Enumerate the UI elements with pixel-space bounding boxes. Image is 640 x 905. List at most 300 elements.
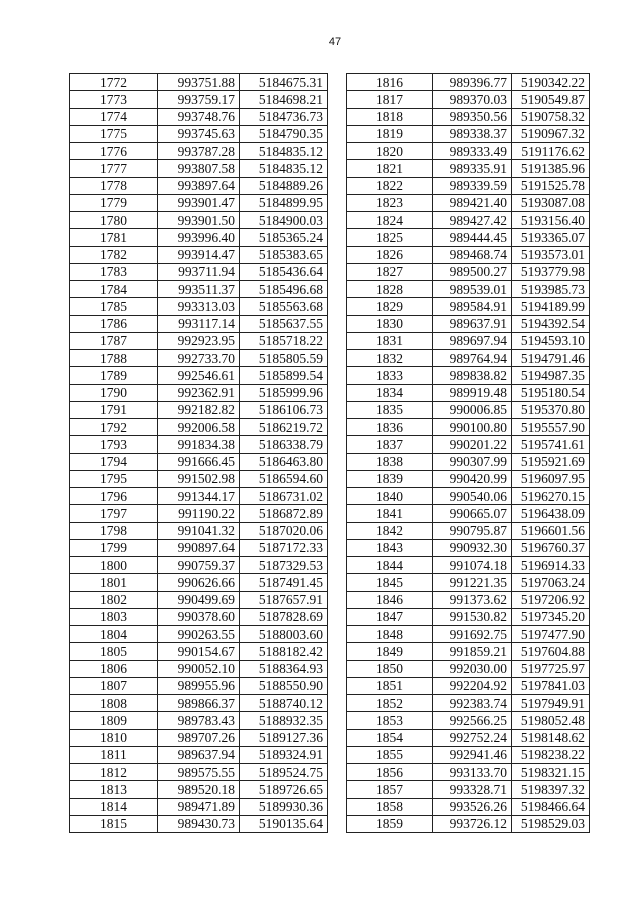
y-coordinate-cell: 5188550.90 bbox=[240, 677, 328, 694]
x-coordinate-cell: 993914.47 bbox=[158, 246, 240, 263]
y-coordinate-cell: 5188182.42 bbox=[240, 643, 328, 660]
point-id-cell: 1839 bbox=[347, 470, 433, 487]
x-coordinate-cell: 991859.21 bbox=[433, 643, 512, 660]
table-row bbox=[70, 160, 328, 177]
table-row bbox=[70, 246, 328, 263]
point-id-cell: 1848 bbox=[347, 626, 433, 643]
table-row bbox=[70, 125, 328, 142]
table-row bbox=[347, 315, 590, 332]
table-row bbox=[347, 470, 590, 487]
table-row bbox=[347, 74, 590, 91]
point-id-cell: 1786 bbox=[70, 315, 158, 332]
point-id-cell: 1788 bbox=[70, 350, 158, 367]
x-coordinate-cell: 991190.22 bbox=[158, 505, 240, 522]
table-row bbox=[347, 591, 590, 608]
x-coordinate-cell: 989707.26 bbox=[158, 729, 240, 746]
point-id-cell: 1845 bbox=[347, 574, 433, 591]
x-coordinate-cell: 993526.26 bbox=[433, 798, 512, 815]
x-coordinate-cell: 993759.17 bbox=[158, 91, 240, 108]
table-row bbox=[347, 91, 590, 108]
table-row bbox=[347, 125, 590, 142]
x-coordinate-cell: 990378.60 bbox=[158, 608, 240, 625]
table-row bbox=[70, 263, 328, 280]
y-coordinate-cell: 5196438.09 bbox=[512, 505, 590, 522]
x-coordinate-cell: 990499.69 bbox=[158, 591, 240, 608]
y-coordinate-cell: 5197949.91 bbox=[512, 695, 590, 712]
point-id-cell: 1853 bbox=[347, 712, 433, 729]
x-coordinate-cell: 991666.45 bbox=[158, 453, 240, 470]
x-coordinate-cell: 993901.47 bbox=[158, 194, 240, 211]
y-coordinate-cell: 5185637.55 bbox=[240, 315, 328, 332]
y-coordinate-cell: 5187172.33 bbox=[240, 539, 328, 556]
point-id-cell: 1794 bbox=[70, 453, 158, 470]
table-row bbox=[70, 677, 328, 694]
y-coordinate-cell: 5194791.46 bbox=[512, 350, 590, 367]
point-id-cell: 1852 bbox=[347, 695, 433, 712]
y-coordinate-cell: 5190135.64 bbox=[240, 815, 328, 832]
table-row bbox=[70, 74, 328, 91]
y-coordinate-cell: 5198238.22 bbox=[512, 746, 590, 763]
table-row bbox=[70, 108, 328, 125]
point-id-cell: 1823 bbox=[347, 194, 433, 211]
x-coordinate-cell: 990420.99 bbox=[433, 470, 512, 487]
x-coordinate-cell: 989637.91 bbox=[433, 315, 512, 332]
point-id-cell: 1850 bbox=[347, 660, 433, 677]
y-coordinate-cell: 5185999.96 bbox=[240, 384, 328, 401]
point-id-cell: 1858 bbox=[347, 798, 433, 815]
table-row bbox=[347, 281, 590, 298]
table-row bbox=[70, 522, 328, 539]
y-coordinate-cell: 5184675.31 bbox=[240, 74, 328, 91]
y-coordinate-cell: 5188003.60 bbox=[240, 626, 328, 643]
table-row bbox=[70, 505, 328, 522]
y-coordinate-cell: 5184736.73 bbox=[240, 108, 328, 125]
x-coordinate-cell: 989338.37 bbox=[433, 125, 512, 142]
y-coordinate-cell: 5197477.90 bbox=[512, 626, 590, 643]
y-coordinate-cell: 5186594.60 bbox=[240, 470, 328, 487]
table-row bbox=[70, 298, 328, 315]
y-coordinate-cell: 5195370.80 bbox=[512, 401, 590, 418]
point-id-cell: 1822 bbox=[347, 177, 433, 194]
table-row bbox=[70, 798, 328, 815]
y-coordinate-cell: 5186463.80 bbox=[240, 453, 328, 470]
coordinates-table-right bbox=[346, 73, 590, 833]
y-coordinate-cell: 5187020.06 bbox=[240, 522, 328, 539]
y-coordinate-cell: 5198052.48 bbox=[512, 712, 590, 729]
point-id-cell: 1857 bbox=[347, 781, 433, 798]
y-coordinate-cell: 5186731.02 bbox=[240, 488, 328, 505]
point-id-cell: 1836 bbox=[347, 419, 433, 436]
x-coordinate-cell: 990100.80 bbox=[433, 419, 512, 436]
x-coordinate-cell: 993711.94 bbox=[158, 263, 240, 280]
y-coordinate-cell: 5184835.12 bbox=[240, 160, 328, 177]
x-coordinate-cell: 992733.70 bbox=[158, 350, 240, 367]
x-coordinate-cell: 989637.94 bbox=[158, 746, 240, 763]
y-coordinate-cell: 5184900.03 bbox=[240, 212, 328, 229]
table-body-right bbox=[347, 74, 590, 833]
table-row bbox=[70, 488, 328, 505]
table-row bbox=[347, 798, 590, 815]
x-coordinate-cell: 989866.37 bbox=[158, 695, 240, 712]
y-coordinate-cell: 5184835.12 bbox=[240, 143, 328, 160]
point-id-cell: 1807 bbox=[70, 677, 158, 694]
point-id-cell: 1849 bbox=[347, 643, 433, 660]
y-coordinate-cell: 5196601.56 bbox=[512, 522, 590, 539]
x-coordinate-cell: 990897.64 bbox=[158, 539, 240, 556]
x-coordinate-cell: 989468.74 bbox=[433, 246, 512, 263]
table-row bbox=[347, 453, 590, 470]
point-id-cell: 1834 bbox=[347, 384, 433, 401]
y-coordinate-cell: 5198321.15 bbox=[512, 764, 590, 781]
y-coordinate-cell: 5191385.96 bbox=[512, 160, 590, 177]
table-row bbox=[70, 350, 328, 367]
table-row bbox=[347, 160, 590, 177]
y-coordinate-cell: 5185563.68 bbox=[240, 298, 328, 315]
x-coordinate-cell: 992923.95 bbox=[158, 332, 240, 349]
x-coordinate-cell: 991344.17 bbox=[158, 488, 240, 505]
table-row bbox=[70, 332, 328, 349]
point-id-cell: 1802 bbox=[70, 591, 158, 608]
point-id-cell: 1830 bbox=[347, 315, 433, 332]
x-coordinate-cell: 991221.35 bbox=[433, 574, 512, 591]
y-coordinate-cell: 5196914.33 bbox=[512, 557, 590, 574]
y-coordinate-cell: 5186106.73 bbox=[240, 401, 328, 418]
point-id-cell: 1810 bbox=[70, 729, 158, 746]
y-coordinate-cell: 5184790.35 bbox=[240, 125, 328, 142]
y-coordinate-cell: 5191176.62 bbox=[512, 143, 590, 160]
x-coordinate-cell: 992362.91 bbox=[158, 384, 240, 401]
x-coordinate-cell: 993901.50 bbox=[158, 212, 240, 229]
table-row bbox=[347, 764, 590, 781]
x-coordinate-cell: 989396.77 bbox=[433, 74, 512, 91]
point-id-cell: 1775 bbox=[70, 125, 158, 142]
y-coordinate-cell: 5197604.88 bbox=[512, 643, 590, 660]
x-coordinate-cell: 993897.64 bbox=[158, 177, 240, 194]
x-coordinate-cell: 989575.55 bbox=[158, 764, 240, 781]
table-row bbox=[70, 143, 328, 160]
x-coordinate-cell: 990626.66 bbox=[158, 574, 240, 591]
point-id-cell: 1772 bbox=[70, 74, 158, 91]
point-id-cell: 1791 bbox=[70, 401, 158, 418]
x-coordinate-cell: 989427.42 bbox=[433, 212, 512, 229]
table-row bbox=[347, 660, 590, 677]
x-coordinate-cell: 990263.55 bbox=[158, 626, 240, 643]
point-id-cell: 1837 bbox=[347, 436, 433, 453]
table-row bbox=[70, 453, 328, 470]
table-row bbox=[347, 384, 590, 401]
x-coordinate-cell: 989333.49 bbox=[433, 143, 512, 160]
table-row bbox=[347, 712, 590, 729]
table-row bbox=[70, 91, 328, 108]
point-id-cell: 1838 bbox=[347, 453, 433, 470]
y-coordinate-cell: 5190549.87 bbox=[512, 91, 590, 108]
point-id-cell: 1805 bbox=[70, 643, 158, 660]
y-coordinate-cell: 5186219.72 bbox=[240, 419, 328, 436]
y-coordinate-cell: 5185436.64 bbox=[240, 263, 328, 280]
point-id-cell: 1817 bbox=[347, 91, 433, 108]
table-row bbox=[70, 660, 328, 677]
y-coordinate-cell: 5184889.26 bbox=[240, 177, 328, 194]
point-id-cell: 1778 bbox=[70, 177, 158, 194]
x-coordinate-cell: 992204.92 bbox=[433, 677, 512, 694]
x-coordinate-cell: 992006.58 bbox=[158, 419, 240, 436]
point-id-cell: 1835 bbox=[347, 401, 433, 418]
y-coordinate-cell: 5188932.35 bbox=[240, 712, 328, 729]
point-id-cell: 1843 bbox=[347, 539, 433, 556]
y-coordinate-cell: 5198466.64 bbox=[512, 798, 590, 815]
x-coordinate-cell: 991373.62 bbox=[433, 591, 512, 608]
table-row bbox=[347, 608, 590, 625]
y-coordinate-cell: 5189524.75 bbox=[240, 764, 328, 781]
point-id-cell: 1809 bbox=[70, 712, 158, 729]
point-id-cell: 1833 bbox=[347, 367, 433, 384]
x-coordinate-cell: 989421.40 bbox=[433, 194, 512, 211]
y-coordinate-cell: 5198148.62 bbox=[512, 729, 590, 746]
point-id-cell: 1855 bbox=[347, 746, 433, 763]
point-id-cell: 1841 bbox=[347, 505, 433, 522]
y-coordinate-cell: 5184698.21 bbox=[240, 91, 328, 108]
point-id-cell: 1776 bbox=[70, 143, 158, 160]
table-row bbox=[70, 436, 328, 453]
point-id-cell: 1799 bbox=[70, 539, 158, 556]
x-coordinate-cell: 993133.70 bbox=[433, 764, 512, 781]
table-row bbox=[347, 298, 590, 315]
x-coordinate-cell: 993996.40 bbox=[158, 229, 240, 246]
point-id-cell: 1800 bbox=[70, 557, 158, 574]
y-coordinate-cell: 5194593.10 bbox=[512, 332, 590, 349]
table-row bbox=[347, 695, 590, 712]
table-row bbox=[347, 436, 590, 453]
x-coordinate-cell: 991074.18 bbox=[433, 557, 512, 574]
table-row bbox=[347, 746, 590, 763]
point-id-cell: 1827 bbox=[347, 263, 433, 280]
table-row bbox=[347, 367, 590, 384]
y-coordinate-cell: 5196760.37 bbox=[512, 539, 590, 556]
y-coordinate-cell: 5195921.69 bbox=[512, 453, 590, 470]
x-coordinate-cell: 993751.88 bbox=[158, 74, 240, 91]
x-coordinate-cell: 990795.87 bbox=[433, 522, 512, 539]
x-coordinate-cell: 991041.32 bbox=[158, 522, 240, 539]
table-row bbox=[347, 212, 590, 229]
table-row bbox=[70, 315, 328, 332]
y-coordinate-cell: 5185365.24 bbox=[240, 229, 328, 246]
x-coordinate-cell: 990052.10 bbox=[158, 660, 240, 677]
point-id-cell: 1801 bbox=[70, 574, 158, 591]
table-row bbox=[70, 764, 328, 781]
point-id-cell: 1840 bbox=[347, 488, 433, 505]
table-row bbox=[347, 557, 590, 574]
point-id-cell: 1812 bbox=[70, 764, 158, 781]
table-row bbox=[347, 626, 590, 643]
x-coordinate-cell: 993748.76 bbox=[158, 108, 240, 125]
point-id-cell: 1795 bbox=[70, 470, 158, 487]
x-coordinate-cell: 990932.30 bbox=[433, 539, 512, 556]
table-row bbox=[347, 522, 590, 539]
x-coordinate-cell: 991834.38 bbox=[158, 436, 240, 453]
x-coordinate-cell: 993328.71 bbox=[433, 781, 512, 798]
point-id-cell: 1821 bbox=[347, 160, 433, 177]
y-coordinate-cell: 5195557.90 bbox=[512, 419, 590, 436]
y-coordinate-cell: 5187828.69 bbox=[240, 608, 328, 625]
point-id-cell: 1781 bbox=[70, 229, 158, 246]
x-coordinate-cell: 991530.82 bbox=[433, 608, 512, 625]
table-row bbox=[347, 108, 590, 125]
table-row bbox=[347, 729, 590, 746]
y-coordinate-cell: 5198397.32 bbox=[512, 781, 590, 798]
y-coordinate-cell: 5190967.32 bbox=[512, 125, 590, 142]
x-coordinate-cell: 990154.67 bbox=[158, 643, 240, 660]
table-row bbox=[347, 177, 590, 194]
y-coordinate-cell: 5190758.32 bbox=[512, 108, 590, 125]
point-id-cell: 1856 bbox=[347, 764, 433, 781]
point-id-cell: 1816 bbox=[347, 74, 433, 91]
table-row bbox=[70, 626, 328, 643]
table-row bbox=[347, 643, 590, 660]
y-coordinate-cell: 5188740.12 bbox=[240, 695, 328, 712]
table-row bbox=[70, 177, 328, 194]
table-row bbox=[347, 401, 590, 418]
x-coordinate-cell: 989539.01 bbox=[433, 281, 512, 298]
table-row bbox=[347, 781, 590, 798]
point-id-cell: 1851 bbox=[347, 677, 433, 694]
x-coordinate-cell: 990307.99 bbox=[433, 453, 512, 470]
point-id-cell: 1832 bbox=[347, 350, 433, 367]
y-coordinate-cell: 5193573.01 bbox=[512, 246, 590, 263]
table-row bbox=[347, 505, 590, 522]
table-row bbox=[70, 815, 328, 832]
point-id-cell: 1824 bbox=[347, 212, 433, 229]
x-coordinate-cell: 989350.56 bbox=[433, 108, 512, 125]
y-coordinate-cell: 5195180.54 bbox=[512, 384, 590, 401]
y-coordinate-cell: 5193985.73 bbox=[512, 281, 590, 298]
point-id-cell: 1854 bbox=[347, 729, 433, 746]
y-coordinate-cell: 5189930.36 bbox=[240, 798, 328, 815]
x-coordinate-cell: 989584.91 bbox=[433, 298, 512, 315]
x-coordinate-cell: 990201.22 bbox=[433, 436, 512, 453]
table-row bbox=[347, 194, 590, 211]
point-id-cell: 1790 bbox=[70, 384, 158, 401]
x-coordinate-cell: 993726.12 bbox=[433, 815, 512, 832]
point-id-cell: 1783 bbox=[70, 263, 158, 280]
x-coordinate-cell: 989335.91 bbox=[433, 160, 512, 177]
x-coordinate-cell: 989838.82 bbox=[433, 367, 512, 384]
x-coordinate-cell: 992182.82 bbox=[158, 401, 240, 418]
point-id-cell: 1820 bbox=[347, 143, 433, 160]
y-coordinate-cell: 5196097.95 bbox=[512, 470, 590, 487]
table-row bbox=[70, 194, 328, 211]
y-coordinate-cell: 5188364.93 bbox=[240, 660, 328, 677]
x-coordinate-cell: 992546.61 bbox=[158, 367, 240, 384]
point-id-cell: 1779 bbox=[70, 194, 158, 211]
point-id-cell: 1844 bbox=[347, 557, 433, 574]
point-id-cell: 1815 bbox=[70, 815, 158, 832]
x-coordinate-cell: 992566.25 bbox=[433, 712, 512, 729]
x-coordinate-cell: 989955.96 bbox=[158, 677, 240, 694]
x-coordinate-cell: 992030.00 bbox=[433, 660, 512, 677]
point-id-cell: 1859 bbox=[347, 815, 433, 832]
y-coordinate-cell: 5197206.92 bbox=[512, 591, 590, 608]
point-id-cell: 1831 bbox=[347, 332, 433, 349]
y-coordinate-cell: 5194987.35 bbox=[512, 367, 590, 384]
y-coordinate-cell: 5196270.15 bbox=[512, 488, 590, 505]
point-id-cell: 1847 bbox=[347, 608, 433, 625]
x-coordinate-cell: 989783.43 bbox=[158, 712, 240, 729]
y-coordinate-cell: 5189127.36 bbox=[240, 729, 328, 746]
y-coordinate-cell: 5191525.78 bbox=[512, 177, 590, 194]
x-coordinate-cell: 992941.46 bbox=[433, 746, 512, 763]
point-id-cell: 1774 bbox=[70, 108, 158, 125]
point-id-cell: 1785 bbox=[70, 298, 158, 315]
point-id-cell: 1804 bbox=[70, 626, 158, 643]
point-id-cell: 1793 bbox=[70, 436, 158, 453]
table-row bbox=[347, 263, 590, 280]
table-row bbox=[70, 401, 328, 418]
x-coordinate-cell: 991502.98 bbox=[158, 470, 240, 487]
x-coordinate-cell: 992752.24 bbox=[433, 729, 512, 746]
y-coordinate-cell: 5194392.54 bbox=[512, 315, 590, 332]
point-id-cell: 1797 bbox=[70, 505, 158, 522]
point-id-cell: 1825 bbox=[347, 229, 433, 246]
table-row bbox=[347, 350, 590, 367]
table-row bbox=[70, 781, 328, 798]
table-row bbox=[70, 695, 328, 712]
x-coordinate-cell: 993511.37 bbox=[158, 281, 240, 298]
point-id-cell: 1784 bbox=[70, 281, 158, 298]
x-coordinate-cell: 989430.73 bbox=[158, 815, 240, 832]
y-coordinate-cell: 5197063.24 bbox=[512, 574, 590, 591]
table-row bbox=[70, 643, 328, 660]
point-id-cell: 1777 bbox=[70, 160, 158, 177]
y-coordinate-cell: 5185805.59 bbox=[240, 350, 328, 367]
x-coordinate-cell: 991692.75 bbox=[433, 626, 512, 643]
table-row bbox=[347, 419, 590, 436]
table-row bbox=[347, 677, 590, 694]
x-coordinate-cell: 989444.45 bbox=[433, 229, 512, 246]
x-coordinate-cell: 993745.63 bbox=[158, 125, 240, 142]
x-coordinate-cell: 993313.03 bbox=[158, 298, 240, 315]
table-row bbox=[347, 815, 590, 832]
y-coordinate-cell: 5186872.89 bbox=[240, 505, 328, 522]
table-row bbox=[347, 143, 590, 160]
point-id-cell: 1811 bbox=[70, 746, 158, 763]
table-row bbox=[70, 367, 328, 384]
y-coordinate-cell: 5185383.65 bbox=[240, 246, 328, 263]
y-coordinate-cell: 5193779.98 bbox=[512, 263, 590, 280]
page-number: 47 bbox=[328, 36, 342, 48]
y-coordinate-cell: 5185899.54 bbox=[240, 367, 328, 384]
y-coordinate-cell: 5187657.91 bbox=[240, 591, 328, 608]
x-coordinate-cell: 989370.03 bbox=[433, 91, 512, 108]
point-id-cell: 1846 bbox=[347, 591, 433, 608]
y-coordinate-cell: 5189726.65 bbox=[240, 781, 328, 798]
table-row bbox=[70, 574, 328, 591]
table-row bbox=[70, 281, 328, 298]
point-id-cell: 1806 bbox=[70, 660, 158, 677]
point-id-cell: 1829 bbox=[347, 298, 433, 315]
table-row bbox=[70, 212, 328, 229]
table-row bbox=[347, 574, 590, 591]
y-coordinate-cell: 5197345.20 bbox=[512, 608, 590, 625]
x-coordinate-cell: 989500.27 bbox=[433, 263, 512, 280]
table-row bbox=[347, 332, 590, 349]
table-row bbox=[70, 712, 328, 729]
table-row bbox=[70, 419, 328, 436]
x-coordinate-cell: 990665.07 bbox=[433, 505, 512, 522]
y-coordinate-cell: 5194189.99 bbox=[512, 298, 590, 315]
x-coordinate-cell: 993807.58 bbox=[158, 160, 240, 177]
point-id-cell: 1798 bbox=[70, 522, 158, 539]
x-coordinate-cell: 989339.59 bbox=[433, 177, 512, 194]
